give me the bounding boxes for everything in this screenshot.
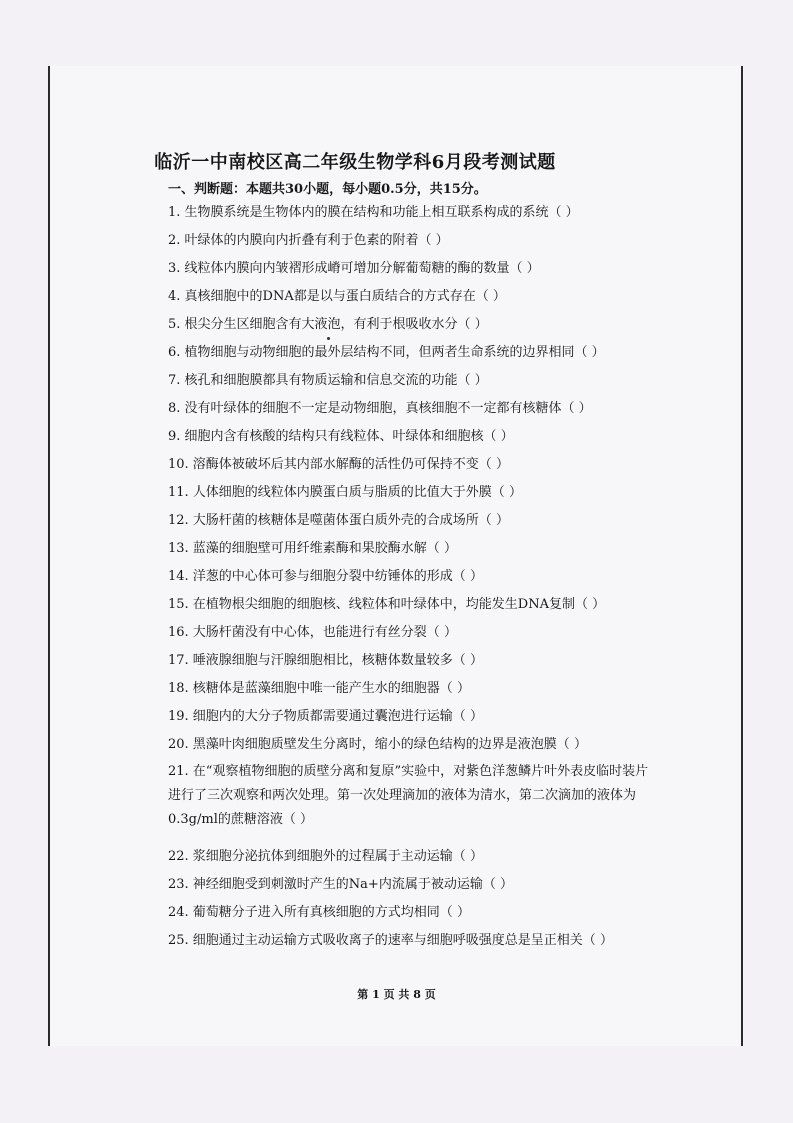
exam-title: 临沂一中南校区高二年级生物学科6月段考测试题 <box>154 152 556 173</box>
ink-dot <box>327 337 330 340</box>
page-footer: 第 1 页 共 8 页 <box>357 988 436 1001</box>
question-5: 5. 根尖分生区细胞含有大液泡，有利于根吸收水分（ ） <box>168 317 488 332</box>
question-2: 2. 叶绿体的内膜向内折叠有利于色素的附着（ ） <box>168 233 449 248</box>
question-7: 7. 核孔和细胞膜都具有物质运输和信息交流的功能（ ） <box>168 373 488 388</box>
question-22: 22. 浆细胞分泌抗体到细胞外的过程属于主动运输（ ） <box>168 849 483 864</box>
question-9: 9. 细胞内含有核酸的结构只有线粒体、叶绿体和细胞核（ ） <box>168 429 514 444</box>
question-8: 8. 没有叶绿体的细胞不一定是动物细胞，真核细胞不一定都有核糖体（ ） <box>168 401 592 416</box>
question-23: 23. 神经细胞受到刺激时产生的Na+内流属于被动运输（ ） <box>168 877 513 892</box>
question-16: 16. 大肠杆菌没有中心体，也能进行有丝分裂（ ） <box>168 625 457 640</box>
paper-edge-left <box>48 66 50 1046</box>
question-12: 12. 大肠杆菌的核糖体是噬菌体蛋白质外壳的合成场所（ ） <box>168 513 509 528</box>
question-10: 10. 溶酶体被破坏后其内部水解酶的活性仍可保持不变（ ） <box>168 457 509 472</box>
question-17: 17. 唾液腺细胞与汗腺细胞相比，核糖体数量较多（ ） <box>168 653 483 668</box>
question-21: 21. 在“观察植物细胞的质壁分离和复原”实验中，对紫色洋葱鳞片叶外表皮临时装片进行了三次观察和两次处理。第一次处理滴加的液体为清水，第二次滴加的液体为0.3g/ml的蔗糖溶液（ ） <box>168 764 649 827</box>
question-13: 13. 蓝藻的细胞壁可用纤维素酶和果胶酶水解（ ） <box>168 541 457 556</box>
question-6: 6. 植物细胞与动物细胞的最外层结构不同，但两者生命系统的边界相同（ ） <box>168 345 605 360</box>
question-14: 14. 洋葱的中心体可参与细胞分裂中纺锤体的形成（ ） <box>168 569 483 584</box>
question-1: 1. 生物膜系统是生物体内的膜在结构和功能上相互联系构成的系统（ ） <box>168 205 579 220</box>
question-25: 25. 细胞通过主动运输方式吸收离子的速率与细胞呼吸强度总是呈正相关（ ） <box>168 933 613 948</box>
question-11: 11. 人体细胞的线粒体内膜蛋白质与脂质的比值大于外膜（ ） <box>168 485 522 500</box>
question-15: 15. 在植物根尖细胞的细胞核、线粒体和叶绿体中，均能发生DNA复制（ ） <box>168 597 606 612</box>
question-24: 24. 葡萄糖分子进入所有真核细胞的方式均相同（ ） <box>168 905 470 920</box>
question-4: 4. 真核细胞中的DNA都是以与蛋白质结合的方式存在（ ） <box>168 289 506 304</box>
question-19: 19. 细胞内的大分子物质都需要通过囊泡进行运输（ ） <box>168 709 483 724</box>
question-18: 18. 核糖体是蓝藻细胞中唯一能产生水的细胞器（ ） <box>168 681 470 696</box>
paper-edge-right <box>741 66 743 1046</box>
question-20: 20. 黑藻叶肉细胞质壁发生分离时，缩小的绿色结构的边界是液泡膜（ ） <box>168 737 587 752</box>
question-3: 3. 线粒体内膜向内皱褶形成嵴可增加分解葡萄糖的酶的数量（ ） <box>168 261 540 276</box>
section-heading: 一、判断题：本题共30小题，每小题0.5分，共15分。 <box>168 182 487 197</box>
